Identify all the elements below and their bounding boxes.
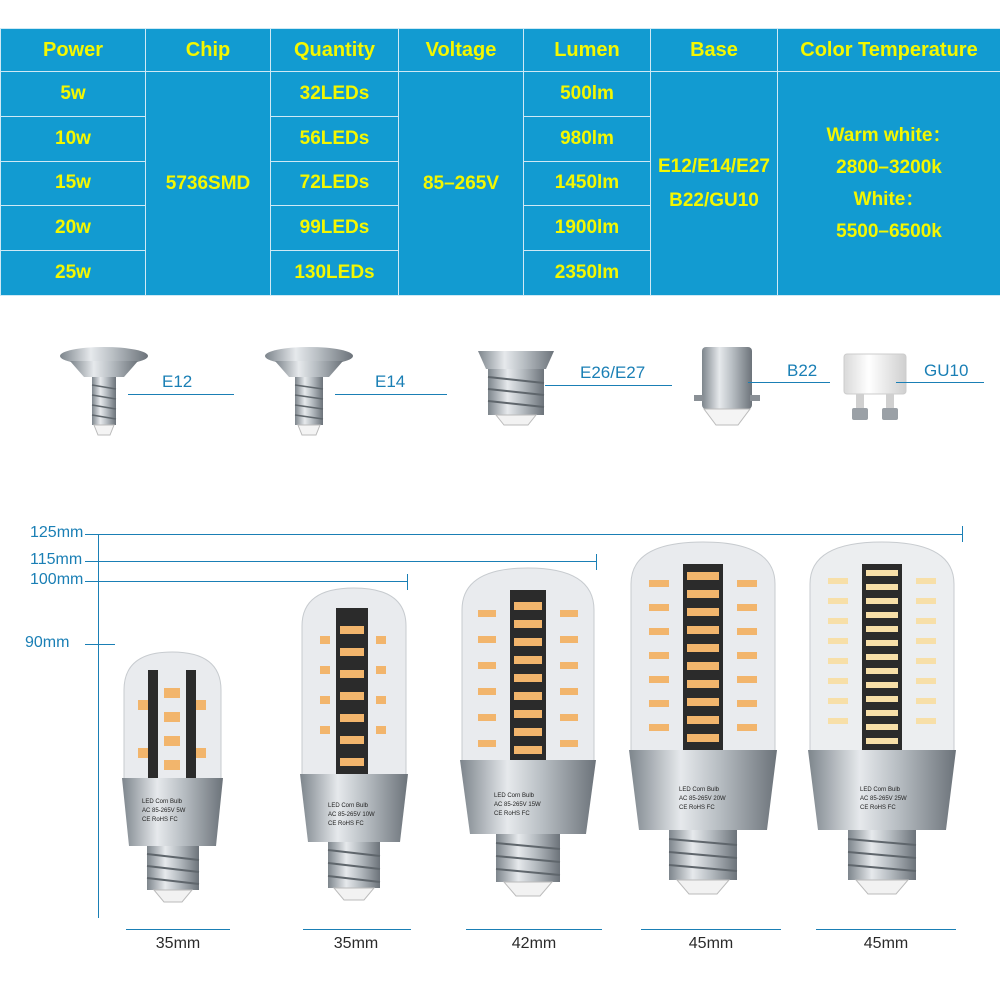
- bulb-10w: [298, 586, 410, 910]
- color-temp-line: White：: [853, 188, 925, 210]
- height-100-line: [85, 581, 407, 582]
- header-base: Base: [651, 29, 778, 72]
- base-line: B22/GU10: [669, 189, 759, 211]
- width-label: 35mm: [333, 935, 379, 952]
- cell-quantity: 32LEDs: [271, 72, 399, 117]
- height-125-label: 125mm: [30, 524, 84, 541]
- b22-leader-line: [748, 382, 830, 383]
- bulb-15w: [458, 566, 598, 910]
- height-115-label: 115mm: [30, 551, 83, 568]
- gu10-socket-image: [842, 352, 908, 424]
- cell-quantity: 56LEDs: [271, 116, 399, 161]
- bulb-5w-image: [120, 650, 225, 910]
- bulb-label-line1: LED Corn Bulb: [328, 803, 369, 809]
- e12-leader-line: [128, 394, 234, 395]
- header-lumen: Lumen: [524, 29, 651, 72]
- bulb-25w-image: [806, 540, 958, 910]
- color-temp-line: 5500–6500k: [836, 220, 942, 242]
- gu10-leader-line: [896, 382, 984, 383]
- bulb-label-line2: AC 85-265V 10W: [328, 812, 375, 818]
- cell-power: 10w: [1, 116, 146, 161]
- height-115-line: [85, 561, 596, 562]
- bulb-15w-image: [458, 566, 598, 910]
- bulb-label-line1: LED Corn Bulb: [860, 787, 901, 793]
- cell-power: 25w: [1, 251, 146, 296]
- bulb-5w: [120, 650, 225, 910]
- bulb-label-line3: CE RoHS FC: [142, 817, 178, 823]
- header-quantity: Quantity: [271, 29, 399, 72]
- cell-lumen: 980lm: [524, 116, 651, 161]
- bulb-label-line2: AC 85-265V 5W: [142, 808, 186, 814]
- header-power: Power: [1, 29, 146, 72]
- bulb-label-line2: AC 85-265V 15W: [494, 802, 541, 808]
- cell-power: 15w: [1, 161, 146, 206]
- color-temp-line: 2800–3200k: [836, 156, 942, 178]
- cell-lumen: 500lm: [524, 72, 651, 117]
- spec-table: [0, 28, 1000, 296]
- color-temp-line: Warm white：: [826, 124, 952, 146]
- bulb-label-line1: LED Corn Bulb: [142, 799, 183, 805]
- bulb-25w: [806, 540, 958, 910]
- header-voltage: Voltage: [399, 29, 524, 72]
- bulb-label-line2: AC 85-265V 25W: [860, 796, 907, 802]
- height-axis-line: [98, 534, 99, 918]
- bulb-label-line3: CE RoHS FC: [328, 821, 364, 827]
- width-label: 35mm: [155, 935, 201, 952]
- b22-socket-image: [692, 345, 764, 430]
- e14-leader-line: [335, 394, 447, 395]
- table-header-row: [1, 29, 1000, 72]
- cell-power: 5w: [1, 72, 146, 117]
- gu10-label: GU10: [924, 361, 969, 380]
- base-line: E12/E14/E27: [658, 155, 770, 177]
- bulb-label-line3: CE RoHS FC: [494, 811, 530, 817]
- width-line: [641, 929, 781, 930]
- height-90-label: 90mm: [25, 634, 70, 651]
- bulb-10w-image: [298, 586, 410, 910]
- width-line: [126, 929, 230, 930]
- bulb-label-line3: CE RoHS FC: [679, 805, 715, 811]
- cell-quantity: 99LEDs: [271, 206, 399, 251]
- width-line: [303, 929, 411, 930]
- height-125-line: [85, 534, 963, 535]
- e12-socket-image: [58, 345, 150, 440]
- cell-voltage: 85–265V: [399, 72, 524, 296]
- e27-leader-line: [545, 385, 672, 386]
- cell-power: 20w: [1, 206, 146, 251]
- width-line: [466, 929, 602, 930]
- bulb-label-line3: CE RoHS FC: [860, 805, 896, 811]
- height-100-label: 100mm: [30, 571, 84, 588]
- bulb-label-line1: LED Corn Bulb: [679, 787, 720, 793]
- e12-label: E12: [162, 372, 193, 391]
- bulb-20w: [627, 540, 779, 910]
- cell-chip: 5736SMD: [146, 72, 271, 296]
- width-label: 42mm: [511, 935, 557, 952]
- cell-color-temperature: [778, 72, 1000, 296]
- header-color-temperature: Color Temperature: [778, 29, 1000, 72]
- bulb-label-line1: LED Corn Bulb: [494, 793, 535, 799]
- width-line: [816, 929, 956, 930]
- cell-lumen: 1900lm: [524, 206, 651, 251]
- e27-label: E26/E27: [580, 363, 646, 382]
- bulb-20w-image: [627, 540, 779, 910]
- cell-base: [651, 72, 778, 296]
- b22-label: B22: [787, 361, 818, 380]
- height-90-line: [85, 644, 115, 645]
- height-125-tick: [962, 526, 963, 542]
- cell-lumen: 1450lm: [524, 161, 651, 206]
- cell-quantity: 72LEDs: [271, 161, 399, 206]
- width-label: 45mm: [863, 935, 909, 952]
- e14-label: E14: [375, 372, 406, 391]
- header-chip: Chip: [146, 29, 271, 72]
- width-label: 45mm: [688, 935, 734, 952]
- table-row: [1, 72, 1000, 117]
- cell-quantity: 130LEDs: [271, 251, 399, 296]
- cell-lumen: 2350lm: [524, 251, 651, 296]
- e27-socket-image: [474, 347, 558, 429]
- e14-socket-image: [263, 345, 355, 440]
- bulb-label-line2: AC 85-265V 20W: [679, 796, 726, 802]
